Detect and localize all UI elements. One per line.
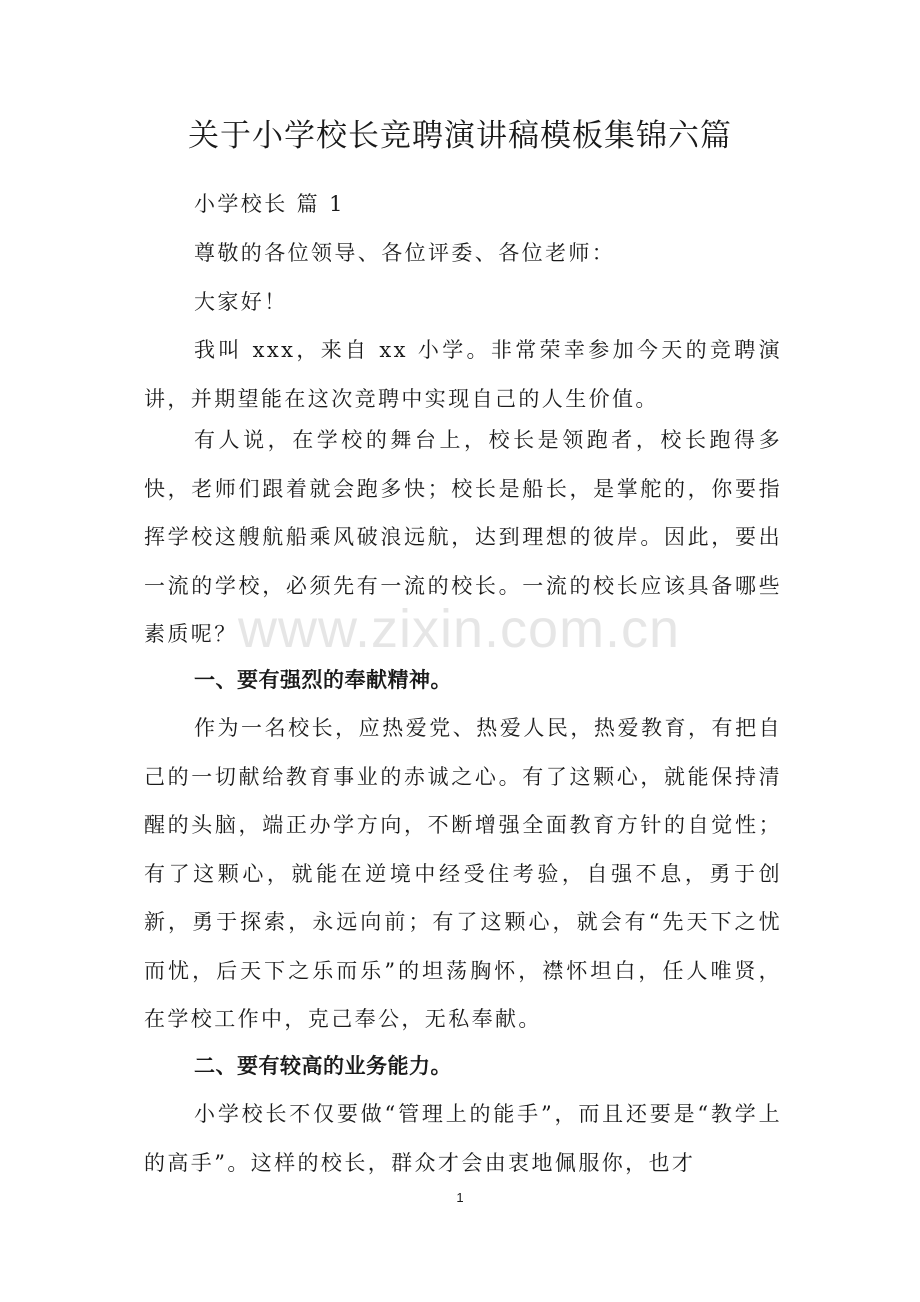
greeting-line: 尊敬的各位领导、各位评委、各位老师： — [194, 241, 616, 265]
page-number: 1 — [456, 1190, 464, 1205]
salutation-line: 大家好！ — [194, 290, 288, 314]
heading-dedication: 一、要有强烈的奉献精神。 — [194, 668, 452, 692]
document-title: 关于小学校长竞聘演讲稿模板集锦六篇 — [188, 118, 732, 154]
ability-paragraph: 小学校长不仅要做“管理上的能手”，而且还要是“教学上的高手”。这样的校长，群众才会由衷地佩服你，也才 — [144, 1102, 782, 1175]
heading-ability: 二、要有较高的业务能力。 — [194, 1054, 452, 1078]
watermark: www.zixin.com.cn — [238, 599, 681, 659]
section-subtitle: 小学校长 篇 1 — [194, 192, 345, 216]
leader-paragraph: 有人说，在学校的舞台上，校长是领跑者，校长跑得多快，老师们跟着就会跑多快；校长是船长，是掌舵的，你要指挥学校这艘航船乘风破浪远航，达到理想的彼岸。因此，要出一流的学校，必须先有一流的校长。一流的校长应该具备哪些素质呢？ — [144, 428, 782, 646]
dedication-paragraph: 作为一名校长，应热爱党、热爱人民，热爱教育，有把自己的一切献给教育事业的赤诚之心。有了这颗心，就能保持清醒的头脑，端正办学方向，不断增强全面教育方针的自觉性；有了这颗心，就能在逆境中经受住考验，自强不息，勇于创新，勇于探索，永远向前；有了这颗心，就会有“先天下之忧而忧，后天下之乐而乐”的坦荡胸怀，襟怀坦白，任人唯贤，在学校工作中，克己奉公，无私奉献。 — [144, 716, 782, 1031]
intro-paragraph: 我叫 xxx，来自 xx 小学。非常荣幸参加今天的竞聘演讲，并期望能在这次竞聘中实现自己的人生价值。 — [144, 338, 782, 411]
